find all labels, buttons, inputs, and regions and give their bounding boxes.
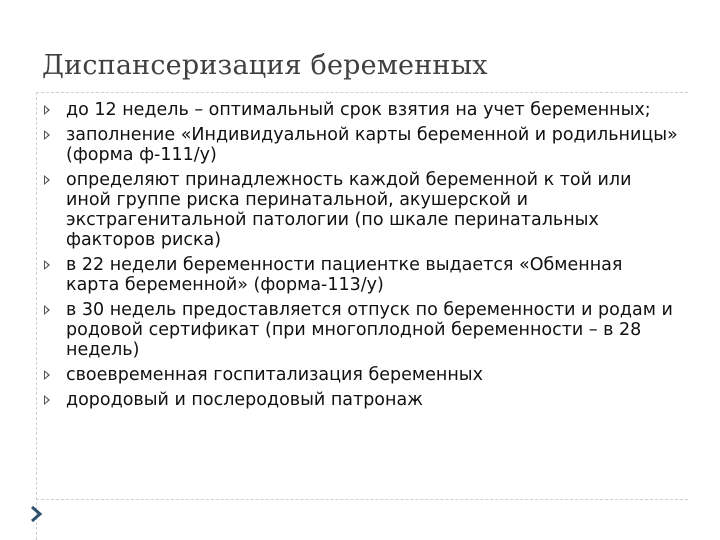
bullet-text: в 22 недели беременности пациентке выдается «Обменная карта беременной» (форма-113/у): [66, 255, 623, 295]
triangle-bullet-icon: [44, 175, 50, 185]
bullet-text: дородовый и послеродовый патронаж: [66, 390, 423, 410]
bullet-text: в 30 недель предоставляется отпуск по беременности и родам и родовой сертификат (при многоплодной беременности – в 28 недель): [66, 300, 673, 360]
bottom-divider: [36, 499, 688, 500]
triangle-bullet-icon: [44, 370, 50, 380]
left-divider: [36, 92, 37, 540]
bullet-text: заполнение «Индивидуальной карты беременной и родильницы» (форма ф-111/у): [66, 125, 678, 165]
triangle-bullet-icon: [44, 130, 50, 140]
slide-title: Диспансеризация беременных: [42, 50, 488, 81]
title-divider: [36, 92, 688, 93]
triangle-bullet-icon: [44, 260, 50, 270]
bullet-list: [38, 100, 678, 415]
bullet-text: своевременная госпитализация беременных: [66, 365, 483, 385]
bullet-item: [38, 365, 678, 385]
triangle-bullet-icon: [44, 105, 50, 115]
bullet-item: [38, 100, 678, 120]
bullet-item: [38, 255, 678, 295]
triangle-bullet-icon: [44, 395, 50, 405]
bullet-item: [38, 170, 678, 250]
triangle-bullet-icon: [44, 305, 50, 315]
bullet-item: [38, 125, 678, 165]
bullet-text: до 12 недель – оптимальный срок взятия на учет беременных;: [66, 100, 651, 120]
bullet-item: [38, 300, 678, 360]
bullet-item: [38, 390, 678, 410]
chevron-right-icon[interactable]: [26, 504, 46, 524]
bullet-text: определяют принадлежность каждой беременной к той или иной группе риска перинатальной, акушерской и экстрагенитальной патологии (по шкале перинатальных факторов риска): [66, 170, 632, 250]
